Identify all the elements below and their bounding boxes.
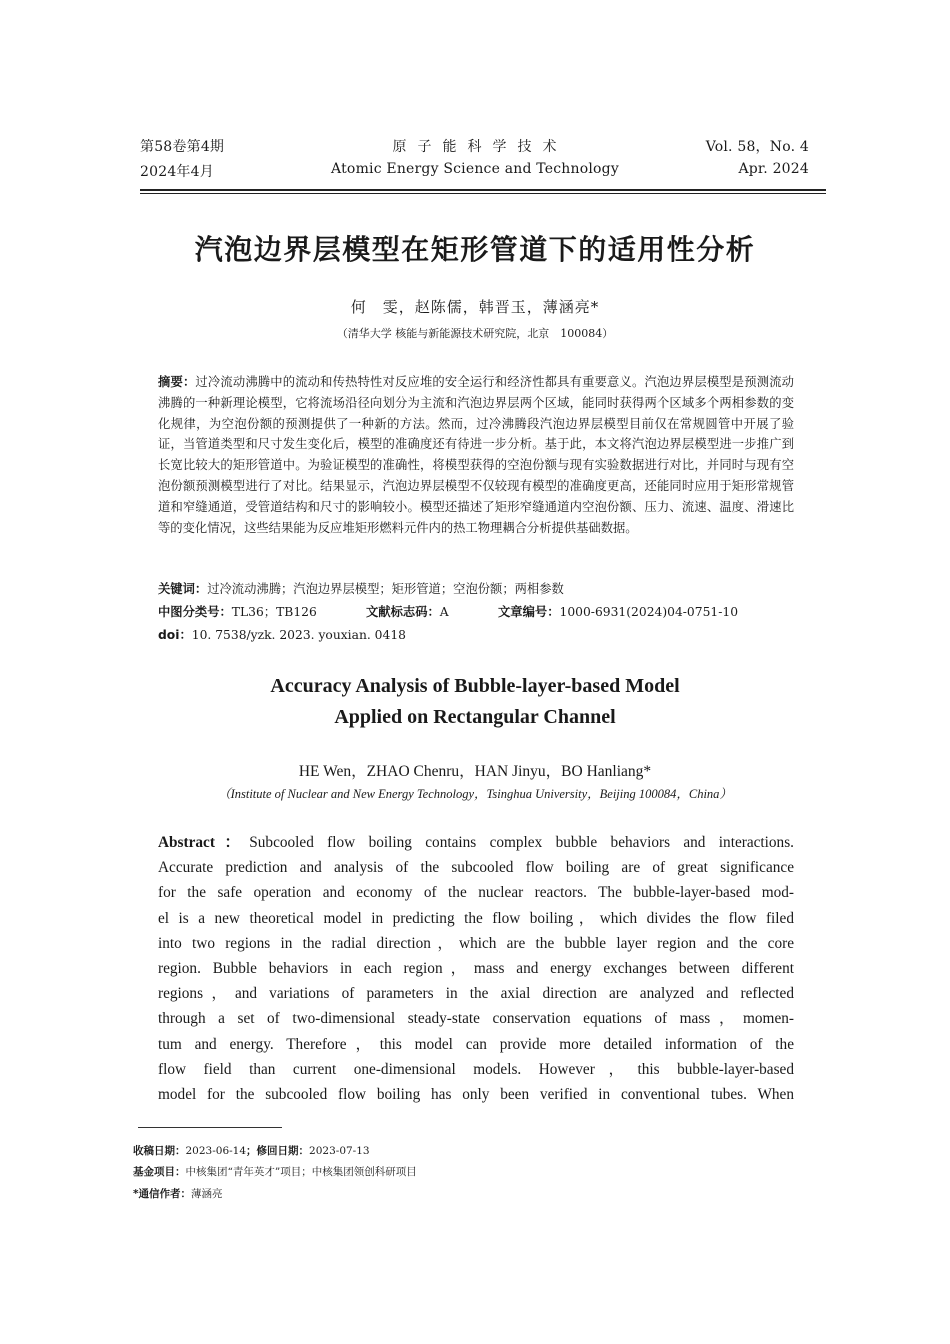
keywords-cn-text: 过冷流动沸腾；汽泡边界层模型；矩形管道；空泡份额；两相参数 [207, 582, 564, 596]
authors-en: HE Wen，ZHAO Chenru，HAN Jinyu，BO Hanliang* [298, 763, 652, 780]
abstract-en-line: region. Bubble behaviors in each region，mass and energy exchanges between different [158, 959, 794, 977]
fund-label: 基金项目： [133, 1166, 186, 1178]
header-rule-thin [140, 193, 826, 194]
footnote-dates [133, 1143, 370, 1158]
keywords-cn [158, 579, 564, 597]
classification-clc [158, 602, 317, 620]
abstract-en-line-text: Subcooled flow boiling contains complex bubble behaviors and interactions. [249, 834, 794, 851]
title-en-line1: Accuracy Analysis of Bubble-layer-based Model [270, 675, 680, 697]
footnote-corresponding [133, 1186, 223, 1201]
header-rule-thick [140, 189, 826, 191]
doi-label: doi： [158, 628, 192, 642]
abstract-cn [158, 372, 794, 538]
doc-code-label: 文献标志码： [366, 605, 440, 619]
abstract-en-line: for the safe operation and economy of the nuclear reactors. The bubble-layer-based mod- [158, 884, 794, 902]
keywords-cn-label: 关键词： [158, 582, 208, 596]
header-issue: 第58卷第4期 [140, 139, 225, 155]
fund-text: 中核集团“青年英才”项目；中核集团领创科研项目 [185, 1166, 417, 1178]
footnote-fund [133, 1164, 417, 1179]
abstract-en-line: el is a new theoretical model in predicting the flow boiling，which divides the flow filed [158, 909, 794, 927]
abstract-en-line: into two regions in the radial direction，which are the bubble layer region and the core [158, 934, 794, 952]
journal-name-cn: 原子能科学技术 [392, 139, 568, 155]
article-no-label: 文章编号： [498, 605, 560, 619]
abstract-en [158, 830, 794, 1107]
abstract-cn-text: 过冷流动沸腾中的流动和传热特性对反应堆的安全运行和经济性都具有重要意义。汽泡边界层模型是预测流动沸腾的一种新理论模型，它将流场沿径向划分为主流和汽泡边界层两个区域，能同时获得两个区域多个两相参数的变化规律，为空泡份额的预测提供了一种新的方法。然而，过冷沸腾段汽泡边界层模型目前仅在常规圆管中开展了验证，当管道类型和尺寸发生变化后，模型的准确度还有待进一步分析。基于此，本文将汽泡边界层模型进一步推广到长宽比较大的矩形管道中。为验证模型的准确性，将模型获得的空泡份额与现有实验数据进行对比，并同时与现有空泡份额预测模型进行了对比。结果显示，汽泡边界层模型不仅较现有模型的准确度更高，还能同时应用于矩形常规管道和窄缝通道，受管道结构和尺寸的影响较小。模型还描述了矩形窄缝通道内空泡份额、压力、流速、温度、滑速比等的变化情况，这些结果能为反应堆矩形燃料元件内的热工物理耦合分析提供基础数据。 [158, 375, 794, 535]
title-cn: 汽泡边界层模型在矩形管道下的适用性分析 [194, 233, 756, 266]
doi-value: 10. 7538/yzk. 2023. youxian. 0418 [191, 628, 406, 642]
classification-doc [366, 602, 449, 620]
doc-code-value: A [439, 605, 449, 619]
abstract-cn-label: 摘要： [158, 375, 196, 389]
revised-label: ；修回日期： [246, 1145, 310, 1157]
corresponding-label: *通信作者： [133, 1188, 191, 1200]
doi [158, 625, 406, 643]
article-no-value: 1000-6931(2024)04-0751-10 [559, 605, 739, 619]
corresponding-author: 薄涵亮 [191, 1188, 223, 1200]
journal-name-en: Atomic Energy Science and Technology [331, 161, 619, 177]
header-date: 2024年4月 [140, 164, 214, 180]
header-volume: Vol. 58，No. 4 [705, 139, 809, 155]
clc-value: TL36；TB126 [231, 605, 317, 619]
affiliation-cn: （清华大学 核能与新能源技术研究院，北京 100084） [336, 327, 614, 340]
abstract-en-line: tum and energy. Therefore，this model can provide more detailed information of the [158, 1035, 794, 1053]
clc-label: 中图分类号： [158, 605, 232, 619]
title-en-line2: Applied on Rectangular Channel [334, 706, 616, 728]
abstract-en-line: through a set of two-dimensional steady-state conservation equations of mass，momen- [158, 1010, 794, 1028]
abstract-en-line: Accurate prediction and analysis of the subcooled flow boiling are of great significance [158, 859, 794, 877]
classification-article [498, 602, 738, 620]
authors-cn: 何 雯，赵陈儒，韩晋玉，薄涵亮* [350, 298, 600, 316]
received-label: 收稿日期： [133, 1145, 186, 1157]
abstract-en-line: flow field than current one-dimensional models. However，this bubble-layer-based [158, 1060, 794, 1078]
abstract-en-line [158, 830, 794, 855]
abstract-en-line: model for the subcooled flow boiling has only been verified in conventional tubes. When [158, 1085, 794, 1103]
footnote-rule [138, 1127, 282, 1128]
revised-date: 2023-07-13 [309, 1145, 370, 1157]
affiliation-en: （Institute of Nuclear and New Energy Technology，Tsinghua University，Beijing 100084，China） [218, 787, 732, 801]
header-month: Apr. 2024 [738, 161, 809, 177]
received-date: 2023-06-14 [185, 1145, 247, 1157]
abstract-en-label: Abstract： [158, 834, 250, 851]
abstract-en-line: regions，and variations of parameters in the axial direction are analyzed and reflected [158, 985, 794, 1003]
